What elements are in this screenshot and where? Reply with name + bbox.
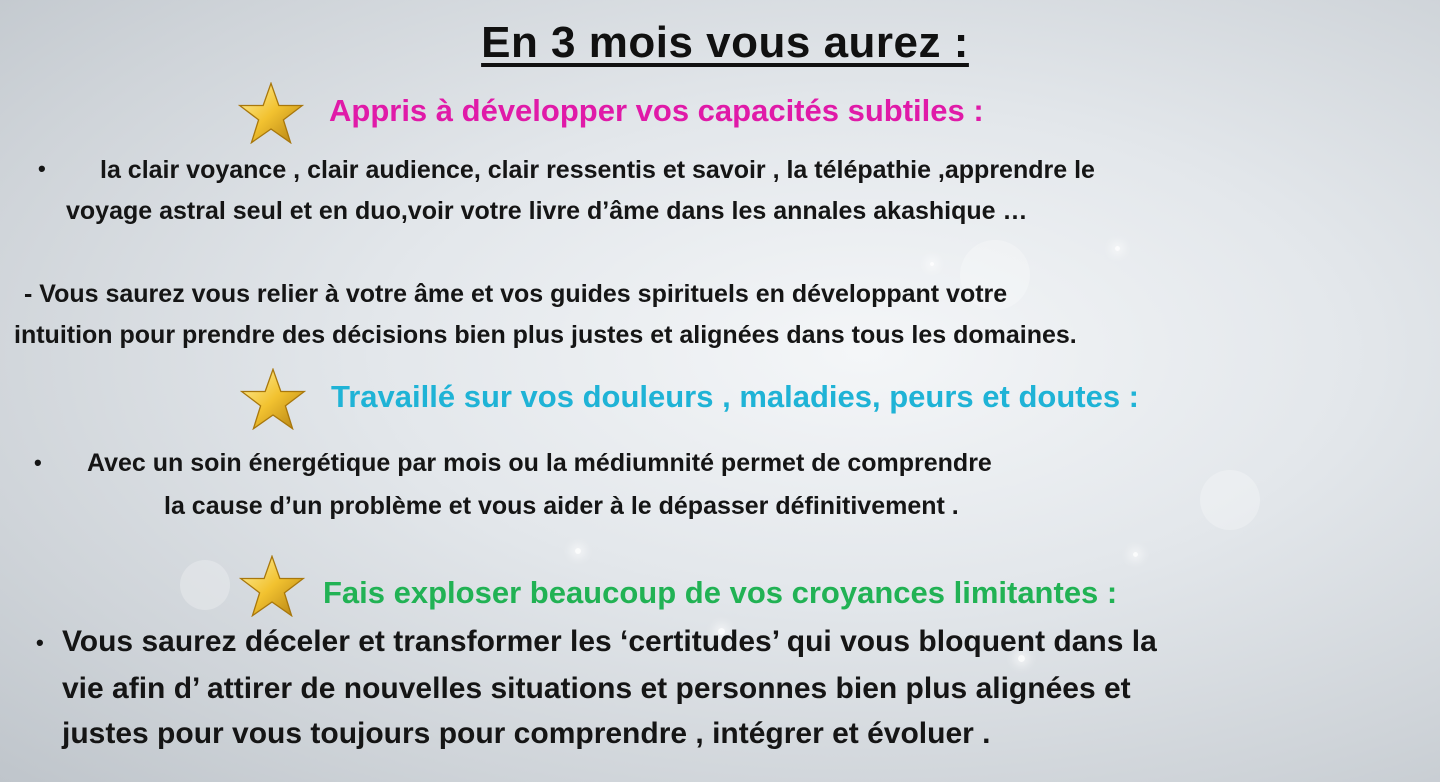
sparkle-decoration [575, 548, 581, 554]
star-icon [238, 82, 304, 144]
section-heading-limiting-beliefs: Fais exploser beaucoup de vos croyances limitantes : [323, 575, 1118, 610]
bullet-line: voyage astral seul et en duo,voir votre livre d’âme dans les annales akashique … [66, 197, 1028, 225]
bokeh-decoration [1200, 470, 1260, 530]
bullet-line: vie afin d’ attirer de nouvelles situations et personnes bien plus alignées et [62, 672, 1131, 705]
paragraph-line: intuition pour prendre des décisions bien plus justes et alignées dans tous les domaines. [14, 321, 1077, 349]
bullet-dot: • [38, 156, 46, 181]
star-icon [240, 368, 306, 430]
section-heading-subtle-capacities: Appris à développer vos capacités subtiles : [329, 93, 984, 128]
paragraph-line: - Vous saurez vous relier à votre âme et vos guides spirituels en développant votre [24, 280, 1008, 308]
bullet-line: Vous saurez déceler et transformer les ‘certitudes’ qui vous bloquent dans la [62, 625, 1157, 658]
section-heading-pains: Travaillé sur vos douleurs , maladies, peurs et doutes : [331, 379, 1139, 414]
bullet-dot: • [36, 630, 44, 655]
bullet-line: la clair voyance , clair audience, clair ressentis et savoir , la télépathie ,apprendre le [100, 156, 1095, 184]
sparkle-decoration [1133, 552, 1138, 557]
bullet-line: la cause d’un problème et vous aider à le dépasser définitivement . [164, 492, 959, 520]
sparkle-decoration [1115, 246, 1120, 251]
sparkle-decoration [930, 262, 934, 266]
bokeh-decoration [180, 560, 230, 610]
page-title: En 3 mois vous aurez : [481, 18, 969, 67]
bullet-line: justes pour vous toujours pour comprendre , intégrer et évoluer . [62, 717, 991, 750]
star-icon [239, 555, 305, 617]
bullet-dot: • [34, 450, 42, 475]
bullet-line: Avec un soin énergétique par mois ou la médiumnité permet de comprendre [87, 449, 992, 477]
